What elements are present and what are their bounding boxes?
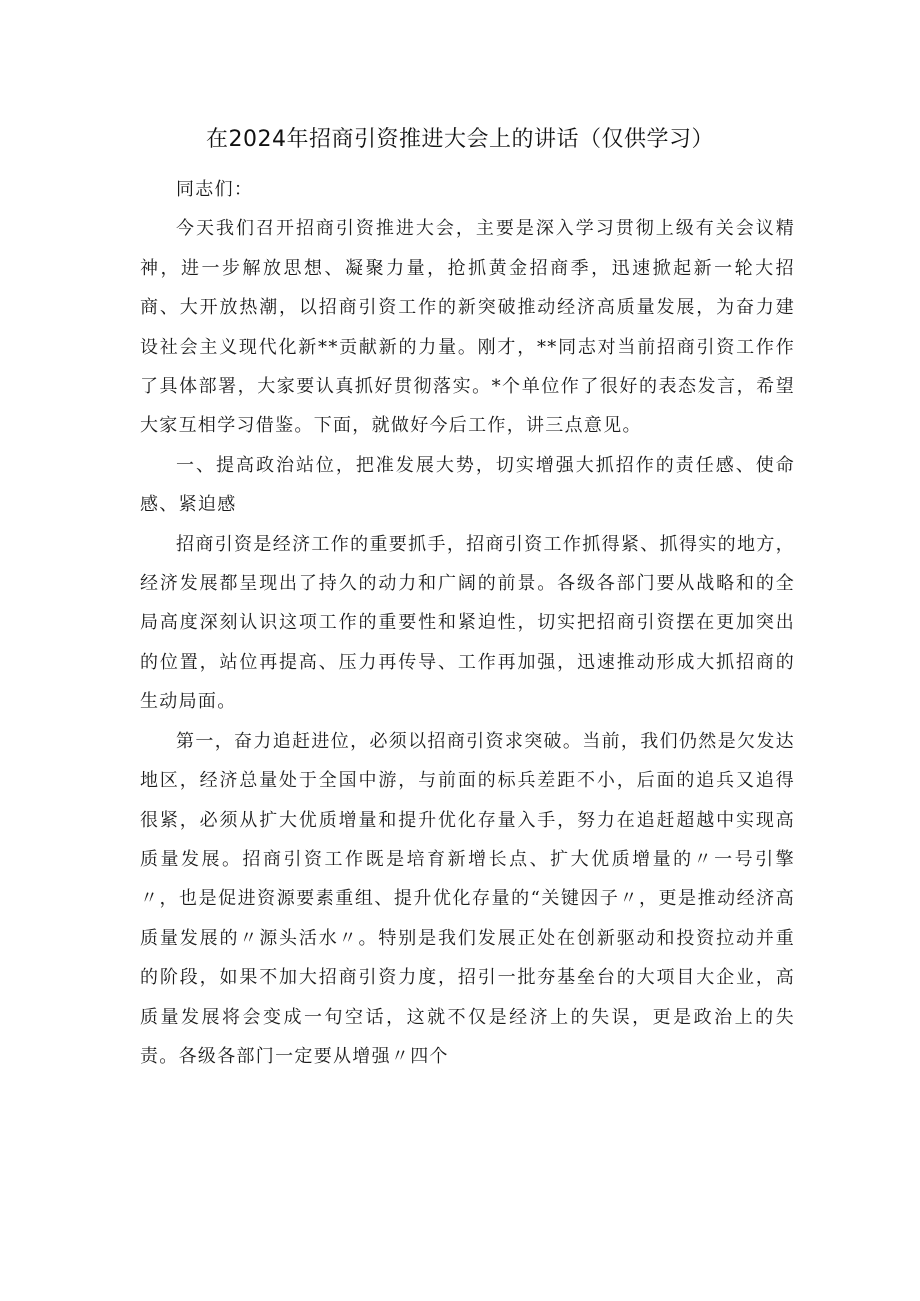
body-paragraph: 招商引资是经济工作的重要抓手，招商引资工作抓得紧、抓得实的地方，经济发展都呈现出了持久的动力和广阔的前景。各级各部门要从战略和的全局高度深刻认识这项工作的重要性和紧迫性，切实把招商引资摆在更加突出的位置，站位再提高、压力再传导、工作再加强，迅速推动形成大抓招商的生动局面。 [140,533,795,713]
document-body [140,170,795,1076]
document-title: 在2024年招商引资推进大会上的讲话（仅供学习） [206,127,714,152]
salutation: 同志们： [176,179,254,200]
section-heading: 一、提高政治站位，把准发展大势，切实增强大抓招作的责任感、使命感、紧迫感 [140,454,795,516]
intro-paragraph: 今天我们召开招商引资推进大会，主要是深入学习贯彻上级有关会议精神，进一步解放思想、凝聚力量，抢抓黄金招商季，迅速掀起新一轮大招商、大开放热潮，以招商引资工作的新突破推动经济高质量发展，为奋力建设社会主义现代化新**贡献新的力量。刚才，**同志对当前招商引资工作作了具体部署，大家要认真抓好贯彻落实。*个单位作了很好的表态发言，希望大家互相学习借鉴。下面，就做好今后工作，讲三点意见。 [140,218,795,437]
body-paragraph: 第一，奋力追赶进位，必须以招商引资求突破。当前，我们仍然是欠发达地区，经济总量处于全国中游，与前面的标兵差距不小，后面的追兵又追得很紧，必须从扩大优质增量和提升优化存量入手，努力在追赶超越中实现高质量发展。招商引资工作既是培育新增长点、扩大优质增量的〃一号引擎〃，也是促进资源要素重组、提升优化存量的“关键因子〃，更是推动经济高质量发展的〃源头活水〃。特别是我们发展正处在创新驱动和投资拉动并重的阶段，如果不加大招商引资力度，招引一批夯基垒台的大项目大企业，高质量发展将会变成一句空话，这就不仅是经济上的失误，更是政治上的失责。各级各部门一定要从增强〃四个 [140,730,795,1067]
